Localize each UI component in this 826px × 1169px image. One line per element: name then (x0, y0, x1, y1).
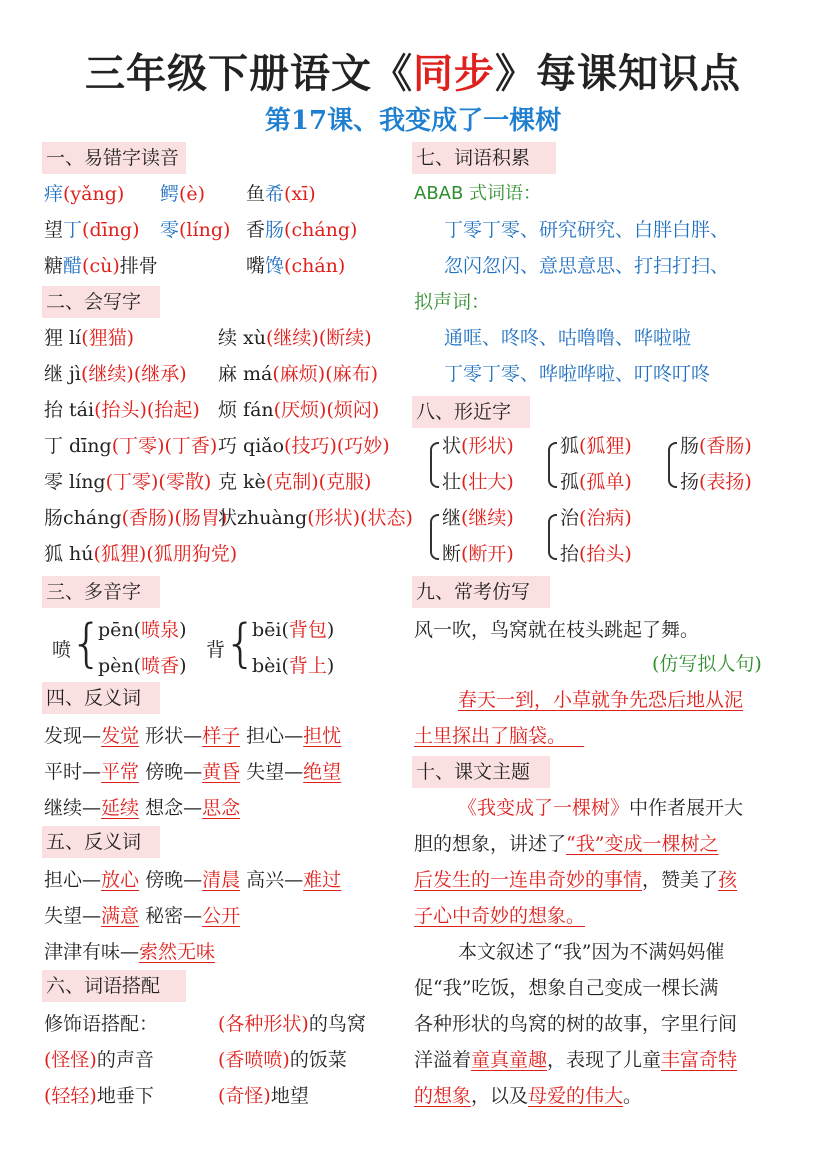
phrase: 地垂下 (96, 1085, 154, 1107)
polyphone-reading (252, 618, 334, 642)
group-bracket (430, 442, 439, 488)
char-pinyin: 狸 lí (44, 327, 82, 349)
imitation-note: (仿写拟人句) (652, 653, 762, 675)
char: 肠 (680, 435, 700, 457)
example-word: (壮大) (461, 471, 514, 493)
collocation-item (44, 1084, 154, 1108)
pinyin: (yǎng) (63, 183, 125, 205)
char-pinyin: 巧 qiǎo (218, 435, 285, 457)
writing-char-item (44, 434, 217, 458)
antonym-answer: 满意 (101, 905, 140, 927)
example-word: (断开) (461, 543, 514, 565)
antonym-row (44, 796, 240, 820)
polyphone-reading (98, 654, 187, 678)
body-text: 。 (623, 1085, 643, 1107)
modifier: (香喷喷) (218, 1049, 290, 1071)
char: 孤 (560, 471, 580, 493)
antonym-answer: 索然无味 (139, 941, 216, 963)
mispronounce-item (160, 218, 230, 242)
char: 壮 (442, 471, 462, 493)
polyphone-reading (252, 654, 334, 678)
theme-line (414, 1084, 642, 1108)
antonym-answer: 样子 (202, 725, 241, 747)
polyphone-char: 背 (206, 639, 226, 661)
section-heading-2: 二、会写字 (42, 286, 160, 318)
pinyin: (chán) (284, 255, 346, 277)
section-heading-8: 八、形近字 (412, 396, 530, 428)
word: 发现 (44, 725, 83, 747)
pinyin: pēn (98, 619, 134, 641)
example-word: (狐朋狗党) (146, 543, 238, 565)
dash: — (183, 761, 203, 783)
char: 扬 (680, 471, 700, 493)
paren: ) (326, 619, 335, 641)
plain-char: 望 (44, 219, 64, 241)
section-heading-4: 四、反义词 (42, 682, 160, 714)
word: 担心 (44, 869, 83, 891)
example-word: (技巧) (284, 435, 337, 457)
example-word: (巧妙) (336, 435, 390, 457)
paren: ) (326, 655, 335, 677)
char-pinyin: 继 jì (44, 363, 82, 385)
polyphone-brace: { (70, 614, 104, 674)
word: 高兴 (246, 869, 285, 891)
antonym-answer: 思念 (202, 797, 241, 819)
dash: — (183, 905, 203, 927)
pinyin: (dīng) (82, 219, 140, 241)
plain-char: 嘴 (246, 255, 266, 277)
example-word: (抬头) (94, 399, 147, 421)
paren: ( (281, 655, 289, 677)
body-text: ，表现了儿童 (547, 1049, 662, 1071)
target-char: 肠 (265, 219, 285, 241)
phrase: 地望 (270, 1085, 309, 1107)
antonym-row (44, 868, 341, 892)
antonym-row (44, 904, 240, 928)
highlight-text: 童真童趣 (471, 1049, 548, 1071)
mispronounce-item (44, 218, 140, 242)
modifier: (怪怪) (44, 1049, 97, 1071)
onomatopoeia-label: 拟声词： (414, 291, 491, 313)
char: 状 (442, 435, 462, 457)
dash: — (284, 869, 304, 891)
pinyin: bēi (252, 619, 282, 641)
theme-line (458, 796, 743, 820)
antonym-row (44, 760, 341, 784)
pinyin: (cháng) (284, 219, 358, 241)
writing-char-item (218, 506, 413, 530)
example-word: (继续) (81, 363, 134, 385)
example-word: (厌烦) (273, 399, 327, 421)
antonym-row (44, 940, 215, 964)
similar-char-item (442, 542, 514, 566)
antonym-answer: 平常 (101, 761, 140, 783)
antonym-answer: 延续 (101, 797, 140, 819)
dash: — (82, 761, 102, 783)
example-word: (克服) (318, 471, 372, 493)
dash: — (183, 797, 203, 819)
highlight-text: 子心中奇妙的想象。 (414, 905, 586, 927)
word: 担心 (246, 725, 285, 747)
example-word: (香肠) (121, 507, 175, 529)
similar-char-item (442, 506, 514, 530)
page-title: 三年级下册语文《同步》每课知识点 (85, 51, 741, 97)
word: 继续 (44, 797, 83, 819)
polyphone-char: 喷 (52, 639, 72, 661)
example-word: (抬头) (579, 543, 632, 565)
word: 失望 (246, 761, 285, 783)
section-heading-6: 六、词语搭配 (42, 970, 186, 1002)
antonym-row (44, 724, 341, 748)
theme-line (458, 940, 724, 964)
theme-line (414, 868, 737, 892)
similar-char-item (442, 470, 514, 494)
collocation-item (218, 1012, 366, 1036)
char: 狐 (560, 435, 580, 457)
plain-char: 鱼 (246, 183, 266, 205)
imitation-example: 风一吹，鸟窝就在枝头跳起了舞。 (414, 619, 700, 641)
example-word: 背上 (288, 655, 327, 677)
antonym-answer: 绝望 (303, 761, 342, 783)
example-word: (抬起) (146, 399, 200, 421)
highlight-text: 《我变成了一棵树》 (458, 797, 630, 819)
target-char: 丁 (63, 219, 83, 241)
writing-char-item (218, 326, 372, 350)
onomatopoeia-line-2: 丁零丁零、哗啦哗啦、叮咚叮咚 (444, 363, 711, 385)
word: 秘密 (145, 905, 184, 927)
char: 继 (442, 507, 462, 529)
word: 失望 (44, 905, 83, 927)
phrase: 修饰语搭配： (44, 1013, 159, 1035)
word: 傍晚 (145, 761, 184, 783)
lesson-subtitle: 第17课、我变成了一棵树 (264, 106, 562, 136)
char-pinyin: 克 kè (218, 471, 266, 493)
char: 治 (560, 507, 580, 529)
plain-char: 排骨 (119, 255, 158, 277)
group-bracket (430, 514, 439, 560)
collocation-item (218, 1048, 347, 1072)
body-text: 胆的想象，讲述了 (414, 833, 567, 855)
writing-char-item (44, 398, 200, 422)
pinyin: (líng) (179, 219, 231, 241)
modifier: (轻轻) (44, 1085, 97, 1107)
similar-char-item (560, 506, 632, 530)
modifier: (各种形状) (218, 1013, 309, 1035)
body-text: 各种形状的鸟窝的树的故事，字里行间 (414, 1013, 738, 1035)
writing-char-item (218, 434, 390, 458)
group-bracket (668, 442, 677, 488)
imitation-answer-line-1: 春天一到，小草就争先恐后地从泥 (458, 689, 744, 711)
paren: ) (179, 619, 187, 641)
mispronounce-item (160, 182, 205, 206)
char-pinyin: 狐 hú (44, 543, 94, 565)
char: 断 (442, 543, 462, 565)
body-text: 洋溢着 (414, 1049, 472, 1071)
writing-char-item (218, 470, 371, 494)
word: 形状 (145, 725, 184, 747)
example-word: (狸猫) (81, 327, 135, 349)
section-heading-3: 三、多音字 (42, 576, 160, 608)
theme-line (414, 832, 718, 856)
example-word: (孤单) (579, 471, 632, 493)
highlight-text: 丰富奇特 (661, 1049, 738, 1071)
example-word: 喷泉 (141, 619, 180, 641)
char-pinyin: 续 xù (218, 327, 266, 349)
target-char: 痒 (44, 183, 64, 205)
target-char: 醋 (63, 255, 83, 277)
pinyin: (è) (179, 183, 206, 205)
body-text: 促“我”吃饭，想象自己变成一棵长满 (414, 977, 719, 999)
mispronounce-item (44, 254, 158, 278)
collocation-item (44, 1012, 158, 1036)
antonym-answer: 公开 (202, 905, 241, 927)
plain-char: 糖 (44, 255, 64, 277)
body-text: ，赞美了 (642, 869, 719, 891)
word: 津津有味 (44, 941, 121, 963)
body-text: ，以及 (471, 1085, 529, 1107)
char-pinyin: 抬 tái (44, 399, 95, 421)
body-text: 中作者展开大 (629, 797, 744, 819)
example-word: (麻烦) (272, 363, 326, 385)
char-pinyin: 肠cháng (44, 507, 122, 529)
word: 傍晚 (145, 869, 184, 891)
example-word: (状态) (360, 507, 413, 529)
pinyin: (cù) (82, 255, 120, 277)
mispronounce-item (246, 182, 316, 206)
antonym-answer: 难过 (303, 869, 342, 891)
writing-char-item (44, 362, 187, 386)
antonym-answer: 发觉 (101, 725, 140, 747)
char-pinyin: 零 líng (44, 471, 106, 493)
target-char: 零 (160, 219, 180, 241)
example-word: (零散) (158, 471, 212, 493)
plain-char: 香 (246, 219, 266, 241)
antonym-answer: 黄昏 (202, 761, 241, 783)
example-word: (形状) (307, 507, 361, 529)
dash: — (284, 725, 304, 747)
similar-char-item (560, 542, 632, 566)
example-word: (狐狸) (93, 543, 147, 565)
phrase: 的饭菜 (289, 1049, 347, 1071)
target-char: 馋 (265, 255, 285, 277)
writing-char-item (218, 362, 378, 386)
paren: ( (133, 655, 142, 677)
word: 想念 (145, 797, 184, 819)
word: 平时 (44, 761, 83, 783)
mispronounce-item (246, 218, 357, 242)
section-heading-5: 五、反义词 (42, 826, 160, 858)
example-word: (表扬) (699, 471, 752, 493)
target-char: 希 (265, 183, 285, 205)
example-word: (断续) (318, 327, 372, 349)
dash: — (82, 905, 102, 927)
abab-label: ABAB 式词语： (414, 183, 542, 204)
example-word: (肠胃) (174, 507, 228, 529)
section-heading-1: 一、易错字读音 (42, 142, 186, 174)
example-word: (继续) (461, 507, 514, 529)
theme-line (414, 1012, 737, 1036)
highlight-text: 孩 (718, 869, 738, 891)
group-bracket (548, 514, 557, 560)
antonym-answer: 清晨 (202, 869, 241, 891)
writing-char-item (44, 506, 227, 530)
similar-char-item (442, 434, 514, 458)
dash: — (183, 725, 203, 747)
pinyin: pèn (98, 655, 134, 677)
writing-char-item (44, 470, 211, 494)
target-char: 鳄 (160, 183, 180, 205)
collocation-item (218, 1084, 309, 1108)
example-word: (香肠) (699, 435, 752, 457)
dash: — (82, 869, 102, 891)
example-word: (丁香) (164, 435, 218, 457)
example-word: (烦闷) (326, 399, 380, 421)
example-word: (继续) (266, 327, 319, 349)
example-word: 背包 (288, 619, 327, 641)
writing-char-item (44, 326, 134, 350)
imitation-answer-line-2: 土里探出了脑袋。 (414, 725, 567, 747)
example-word: (继承) (133, 363, 187, 385)
dash: — (82, 797, 102, 819)
onomatopoeia-line-1: 通哐、咚咚、咕噜噜、哗啦啦 (444, 327, 692, 349)
char-pinyin: 状zhuàng (218, 507, 308, 529)
mispronounce-item (246, 254, 345, 278)
paren: ( (281, 619, 289, 641)
similar-char-item (680, 434, 752, 458)
writing-char-item (44, 542, 237, 566)
highlight-text: “我”变成一棵树之 (566, 833, 719, 855)
similar-char-item (560, 470, 632, 494)
writing-char-item (218, 398, 379, 422)
theme-line (414, 1048, 737, 1072)
collocation-item (44, 1048, 154, 1072)
char-pinyin: 丁 dīng (44, 435, 112, 457)
similar-char-item (680, 470, 752, 494)
body-text: 本文叙述了“我”因为不满妈妈催 (458, 941, 725, 963)
char-pinyin: 烦 fán (218, 399, 274, 421)
char-pinyin: 麻 má (218, 363, 273, 385)
phrase: 的鸟窝 (308, 1013, 366, 1035)
example-word: (狐狸) (579, 435, 632, 457)
section-heading-9: 九、常考仿写 (412, 576, 550, 608)
example-word: (形状) (461, 435, 514, 457)
theme-line (414, 904, 585, 928)
paren: ) (179, 655, 187, 677)
section-heading-7: 七、词语积累 (412, 142, 556, 174)
example-word: (丁零) (111, 435, 165, 457)
modifier: (奇怪) (218, 1085, 271, 1107)
antonym-answer: 放心 (101, 869, 140, 891)
polyphone-reading (98, 618, 187, 642)
example-word: (丁零) (105, 471, 159, 493)
mispronounce-item (44, 182, 124, 206)
pinyin: bèi (252, 655, 282, 677)
dash: — (284, 761, 304, 783)
highlight-text: 母爱的伟大 (528, 1085, 624, 1107)
example-word: (克制) (265, 471, 319, 493)
pinyin: (xī) (284, 183, 316, 205)
dash: — (82, 725, 102, 747)
polyphone-brace: { (224, 614, 258, 674)
char: 抬 (560, 543, 580, 565)
similar-char-item (560, 434, 632, 458)
highlight-text: 的想象 (414, 1085, 472, 1107)
antonym-answer: 担忧 (303, 725, 342, 747)
group-bracket (548, 442, 557, 488)
dash: — (183, 869, 203, 891)
abab-words-line-2: 忽闪忽闪、意思意思、打扫打扫、 (444, 255, 730, 277)
section-heading-10: 十、课文主题 (412, 756, 550, 788)
theme-line (414, 976, 718, 1000)
dash: — (120, 941, 140, 963)
highlight-text: 后发生的一连串奇妙的事情 (414, 869, 643, 891)
example-word: 喷香 (141, 655, 180, 677)
example-word: (麻布) (325, 363, 379, 385)
paren: ( (133, 619, 142, 641)
example-word: (治病) (579, 507, 632, 529)
abab-words-line-1: 丁零丁零、研究研究、白胖白胖、 (444, 219, 730, 241)
phrase: 的声音 (96, 1049, 154, 1071)
